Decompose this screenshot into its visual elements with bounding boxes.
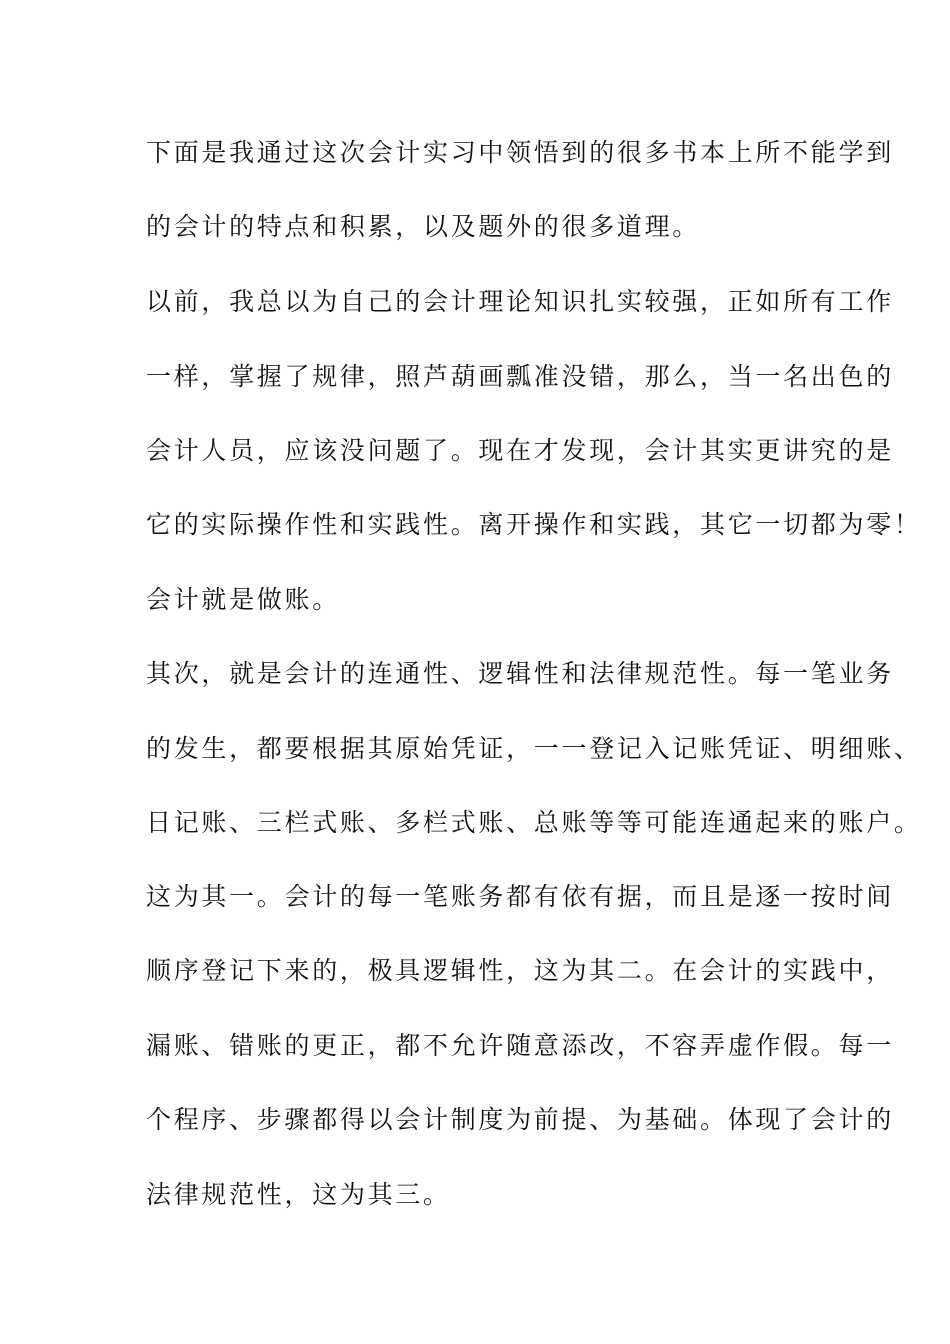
text-line-6: 它的实际操作性和实践性。离开操作和实践，其它一切都为零！: [146, 510, 922, 539]
text-line-9: 的发生，都要根据其原始凭证，一一登记入记账凭证、明细账、: [146, 734, 922, 763]
text-line-11: 这为其一。会计的每一笔账务都有依有据，而且是逐一按时间: [146, 882, 894, 911]
text-line-5: 会计人员，应该没问题了。现在才发现，会计其实更讲究的是: [146, 436, 894, 465]
text-line-10: 日记账、三栏式账、多栏式账、总账等等可能连通起来的账户。: [146, 808, 922, 837]
text-line-3: 以前，我总以为自己的会计理论知识扎实较强，正如所有工作: [146, 287, 894, 316]
text-line-12: 顺序登记下来的，极具逻辑性，这为其二。在会计的实践中，: [146, 956, 894, 985]
text-line-4: 一样，掌握了规律，照芦葫画瓢准没错，那么，当一名出色的: [146, 362, 894, 391]
text-line-1: 下面是我通过这次会计实习中领悟到的很多书本上所不能学到: [146, 138, 894, 167]
text-line-14: 个程序、步骤都得以会计制度为前提、为基础。体现了会计的: [146, 1105, 894, 1134]
text-line-7: 会计就是做账。: [146, 585, 340, 614]
text-line-2: 的会计的特点和积累，以及题外的很多道理。: [146, 212, 701, 241]
text-line-13: 漏账、错账的更正，都不允许随意添改，不容弄虚作假。每一: [146, 1031, 894, 1060]
text-line-15: 法律规范性，这为其三。: [146, 1180, 451, 1209]
text-line-8: 其次，就是会计的连通性、逻辑性和法律规范性。每一笔业务: [146, 659, 894, 688]
